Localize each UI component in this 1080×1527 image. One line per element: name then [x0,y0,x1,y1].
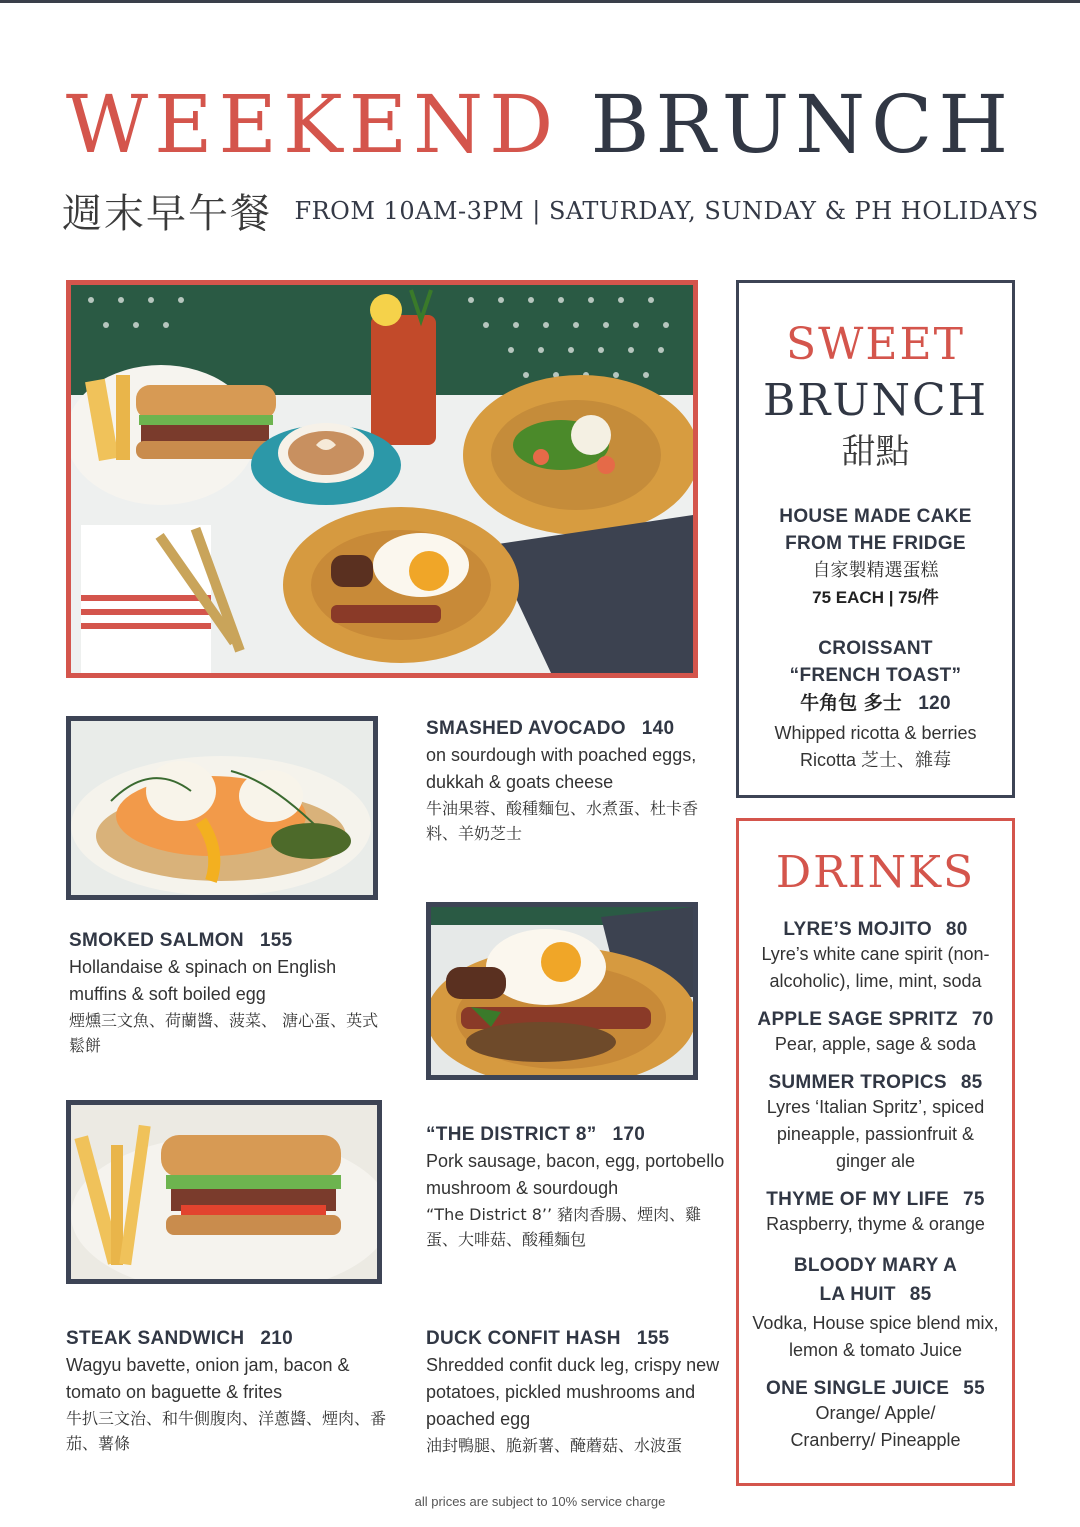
drink-description: Lyre’s white cane spirit (non-alcoholic), lime, mint, soda [761,944,990,991]
subtitle-row [62,182,1039,242]
drink-name: SUMMER TROPICS [768,1072,947,1093]
item-description-chinese: 牛扒三文治、和牛側腹肉、洋蔥醬、煙肉、番茄、薯條 [66,1409,387,1453]
toast-name-line2: “FRENCH TOAST” [789,665,962,686]
subtitle-chinese: 週末早午餐 [62,191,272,237]
menu-item-salmon [69,930,389,1058]
drink-name: BLOODY MARY A LA HUIT [793,1255,958,1305]
drink-description: Orange/ Apple/ Cranberry/ Pineapple [790,1403,961,1450]
drink-item [751,1072,1000,1175]
drink-item [751,1378,1000,1454]
hero-brunch-photo [66,280,698,678]
item-name: SMOKED SALMON [69,930,244,951]
toast-name-line1: CROISSANT [818,638,933,659]
sweet-title-chinese: 甜點 [841,432,910,472]
drink-name: LYRE’S MOJITO [783,919,932,940]
drink-price: 75 [963,1189,985,1210]
top-border [0,0,1080,3]
cake-name-line1: HOUSE MADE CAKE [779,506,972,527]
cake-price: 75 EACH | 75/件 [812,588,939,607]
item-description: Hollandaise & spinach on English muffins & soft boiled egg [69,957,337,1004]
sweet-brunch-box [736,280,1015,798]
drink-name: APPLE SAGE SPRITZ [757,1009,958,1030]
drink-price: 55 [963,1378,985,1399]
toast-description: Whipped ricotta & berries [774,723,977,743]
subtitle-hours: FROM 10AM-3PM | SATURDAY, SUNDAY & PH HOLIDAYS [294,196,1039,225]
toast-price: 120 [918,693,951,714]
drink-description: Raspberry, thyme & orange [766,1214,985,1234]
cake-name-chinese: 自家製精選蛋糕 [812,560,939,581]
district-8-photo [426,902,698,1080]
drink-price: 70 [971,1009,994,1030]
title-brunch: BRUNCH [590,78,1015,171]
steak-sandwich-photo [66,1100,382,1284]
item-description: Shredded confit duck leg, crispy new potatoes, pickled mushrooms and poached egg [426,1355,720,1429]
title-weekend: WEEKEND [65,78,560,171]
item-description-chinese: 油封鴨腿、脆新薯、醃蘑菇、水波蛋 [426,1436,683,1455]
drink-item [751,919,1000,995]
drink-name: ONE SINGLE JUICE [766,1378,950,1399]
menu-item-steak-sandwich [66,1328,396,1456]
brunch-title: BRUNCH [762,375,989,426]
item-price: 155 [636,1328,670,1349]
item-description: Wagyu bavette, onion jam, bacon & tomato on baguette & frites [66,1355,350,1402]
drink-price: 85 [909,1284,932,1305]
cake-name-line2: FROM THE FRIDGE [785,533,966,554]
item-price: 210 [260,1328,293,1349]
drinks-title: DRINKS [775,847,976,898]
item-price: 140 [641,718,675,739]
item-price: 170 [612,1124,646,1145]
drink-item [751,1252,1000,1364]
item-description: Pork sausage, bacon, egg, portobello mushroom & sourdough [426,1151,725,1198]
drink-item [751,1009,1000,1058]
avocado-photo [66,716,378,900]
item-description: on sourdough with poached eggs, dukkah & goats cheese [426,745,697,792]
item-name: “THE DISTRICT 8” [426,1124,597,1145]
item-description-chinese: 煙燻三文魚、荷蘭醬、菠菜、 溏心蛋、英式鬆餅 [69,1011,379,1055]
sweet-title: SWEET [786,319,965,370]
drink-description: Lyres ‘Italian Spritz’, spiced pineapple, passionfruit & ginger ale [766,1097,985,1171]
menu-item-district-8 [426,1124,726,1252]
item-description-chinese: “The District 8’’ 豬肉香腸、煙肉、雞蛋、大啡菇、酸種麵包 [426,1205,702,1249]
menu-item-duck-confit [426,1328,726,1458]
toast-name-chinese: 牛角包 多士 [800,692,902,714]
menu-item-avocado [426,718,726,846]
item-description-chinese: 牛油果蓉、酸種麵包、水煮蛋、杜卡香料、羊奶芝士 [426,799,699,843]
service-charge-note: all prices are subject to 10% service charge [414,1494,666,1509]
item-name: DUCK CONFIT HASH [426,1328,621,1349]
drink-description: Vodka, House spice blend mix, lemon & tomato Juice [752,1313,999,1360]
drink-item [751,1189,1000,1238]
page-title [0,78,1080,171]
toast-description-chinese: Ricotta 芝士、雜莓 [799,750,952,770]
drink-price: 85 [960,1072,983,1093]
drink-price: 80 [945,919,968,940]
item-name: STEAK SANDWICH [66,1328,245,1349]
drink-description: Pear, apple, sage & soda [774,1034,977,1054]
item-price: 155 [259,930,293,951]
drinks-box [736,818,1015,1486]
drink-name: THYME OF MY LIFE [766,1189,950,1210]
item-name: SMASHED AVOCADO [426,718,626,739]
